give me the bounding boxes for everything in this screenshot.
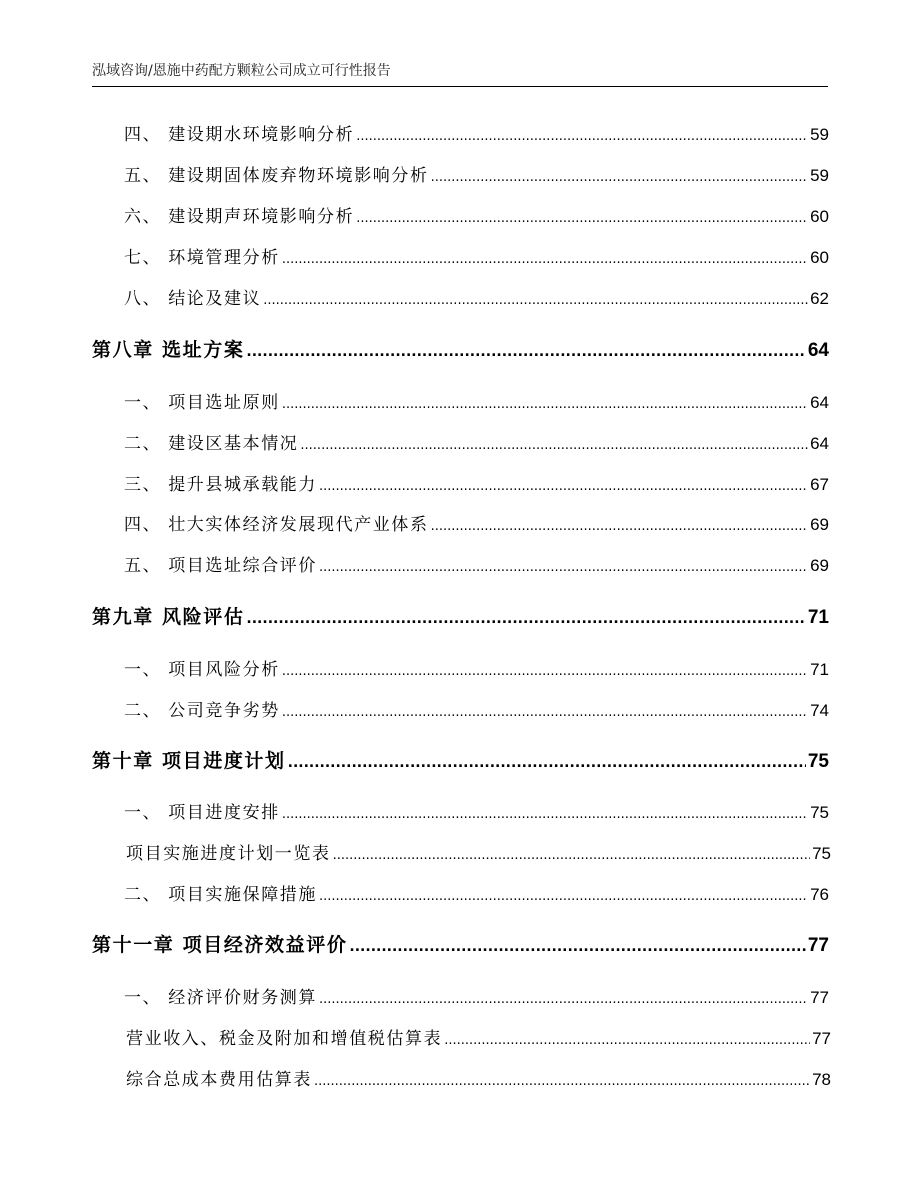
- toc-entry[interactable]: [92, 388, 829, 416]
- toc-entry-page: 60: [810, 207, 829, 226]
- toc-entry[interactable]: [92, 880, 829, 908]
- toc-entry-page: 77: [812, 1029, 831, 1048]
- toc-entry-page: 71: [810, 660, 829, 679]
- toc-entry-page: 75: [812, 844, 831, 863]
- toc-entry-title: 一、 项目进度安排: [124, 803, 280, 823]
- toc-chapter[interactable]: [92, 335, 829, 363]
- dot-leader: [282, 705, 808, 720]
- page-header: 泓域咨询/恩施中药配方颗粒公司成立可行性报告: [92, 63, 391, 79]
- toc-entry-title: 七、 环境管理分析: [124, 248, 280, 268]
- toc-entry[interactable]: [92, 120, 829, 148]
- toc-entry-title: 营业收入、税金及附加和增值税估算表: [126, 1029, 443, 1049]
- dot-leader: [319, 479, 808, 494]
- dot-leader: [319, 560, 808, 575]
- toc-entry-title: 二、 公司竞争劣势: [124, 701, 280, 721]
- toc-entry-title: 一、 项目选址原则: [124, 393, 280, 413]
- toc-chapter[interactable]: [92, 746, 829, 774]
- toc-entry[interactable]: [92, 551, 829, 579]
- dot-leader: [333, 848, 810, 863]
- dot-leader: [431, 519, 808, 534]
- toc-entry[interactable]: [92, 798, 829, 826]
- toc-entry[interactable]: [92, 655, 829, 683]
- toc-entry-page: 74: [810, 701, 829, 720]
- toc-entry-title: 三、 提升县城承载能力: [124, 475, 318, 495]
- dot-leader: [349, 939, 805, 955]
- dot-leader: [282, 252, 808, 267]
- toc-chapter[interactable]: [92, 930, 829, 958]
- dot-leader: [319, 992, 808, 1007]
- toc-entry-page: 64: [810, 434, 829, 453]
- toc-chapter-title: 第十章 项目进度计划: [92, 750, 286, 772]
- toc-entry-title: 八、 结论及建议: [124, 289, 262, 309]
- toc-chapter-title: 第八章 选址方案: [92, 339, 245, 361]
- dot-leader: [263, 293, 808, 308]
- toc-entry-title: 二、 建设区基本情况: [124, 434, 299, 454]
- dot-leader: [356, 211, 808, 226]
- toc-entry[interactable]: [92, 284, 829, 312]
- toc-entry-page: 69: [810, 515, 829, 534]
- toc-entry-title: 四、 壮大实体经济发展现代产业体系: [124, 515, 429, 535]
- toc-entry-title: 一、 经济评价财务测算: [124, 988, 318, 1008]
- toc-entry-title: 四、 建设期水环境影响分析: [124, 125, 355, 145]
- toc-entry[interactable]: [92, 161, 829, 189]
- toc-entry-title: 一、 项目风险分析: [124, 660, 280, 680]
- toc-entry[interactable]: [92, 983, 829, 1011]
- dot-leader: [282, 397, 808, 412]
- toc-chapter-page: 77: [807, 935, 829, 956]
- toc-entry-page: 59: [810, 166, 829, 185]
- toc-chapter[interactable]: [92, 602, 829, 630]
- dot-leader: [246, 611, 805, 627]
- dot-leader: [314, 1074, 810, 1089]
- dot-leader: [282, 664, 808, 679]
- toc-entry-page: 59: [810, 125, 829, 144]
- toc-entry[interactable]: [92, 429, 829, 457]
- toc-entry[interactable]: [92, 202, 829, 230]
- toc-entry-page: 60: [810, 248, 829, 267]
- toc-entry[interactable]: [92, 1065, 831, 1093]
- dot-leader: [282, 807, 808, 822]
- toc-entry[interactable]: [92, 696, 829, 724]
- dot-leader: [356, 129, 808, 144]
- toc-entry-page: 78: [812, 1070, 831, 1089]
- dot-leader: [444, 1033, 810, 1048]
- toc-entry-page: 76: [810, 885, 829, 904]
- toc-chapter-page: 64: [807, 340, 829, 361]
- toc-entry-title: 五、 项目选址综合评价: [124, 556, 318, 576]
- toc-entry[interactable]: [92, 243, 829, 271]
- toc-entry[interactable]: [92, 839, 831, 867]
- toc-chapter-title: 第十一章 项目经济效益评价: [92, 934, 348, 956]
- toc-entry-title: 项目实施进度计划一览表: [126, 844, 331, 864]
- dot-leader: [288, 755, 806, 771]
- toc-entry-page: 75: [810, 803, 829, 822]
- toc-entry-title: 综合总成本费用估算表: [126, 1070, 312, 1090]
- toc-entry[interactable]: [92, 470, 829, 498]
- toc-entry-page: 64: [810, 393, 829, 412]
- toc-entry-page: 69: [810, 556, 829, 575]
- dot-leader: [246, 344, 805, 360]
- dot-leader: [431, 170, 808, 185]
- toc-entry-title: 六、 建设期声环境影响分析: [124, 207, 355, 227]
- header-divider: [92, 86, 828, 87]
- toc-entry-page: 67: [810, 475, 829, 494]
- toc-entry-title: 二、 项目实施保障措施: [124, 885, 318, 905]
- toc-entry-page: 77: [810, 988, 829, 1007]
- toc-entry-page: 62: [810, 289, 829, 308]
- toc-entry[interactable]: [92, 510, 829, 538]
- dot-leader: [300, 438, 808, 453]
- toc-chapter-page: 75: [807, 751, 829, 772]
- toc-chapter-title: 第九章 风险评估: [92, 606, 245, 628]
- toc-entry[interactable]: [92, 1024, 831, 1052]
- toc-entry-title: 五、 建设期固体废弃物环境影响分析: [124, 166, 429, 186]
- dot-leader: [319, 889, 808, 904]
- toc-chapter-page: 71: [807, 607, 829, 628]
